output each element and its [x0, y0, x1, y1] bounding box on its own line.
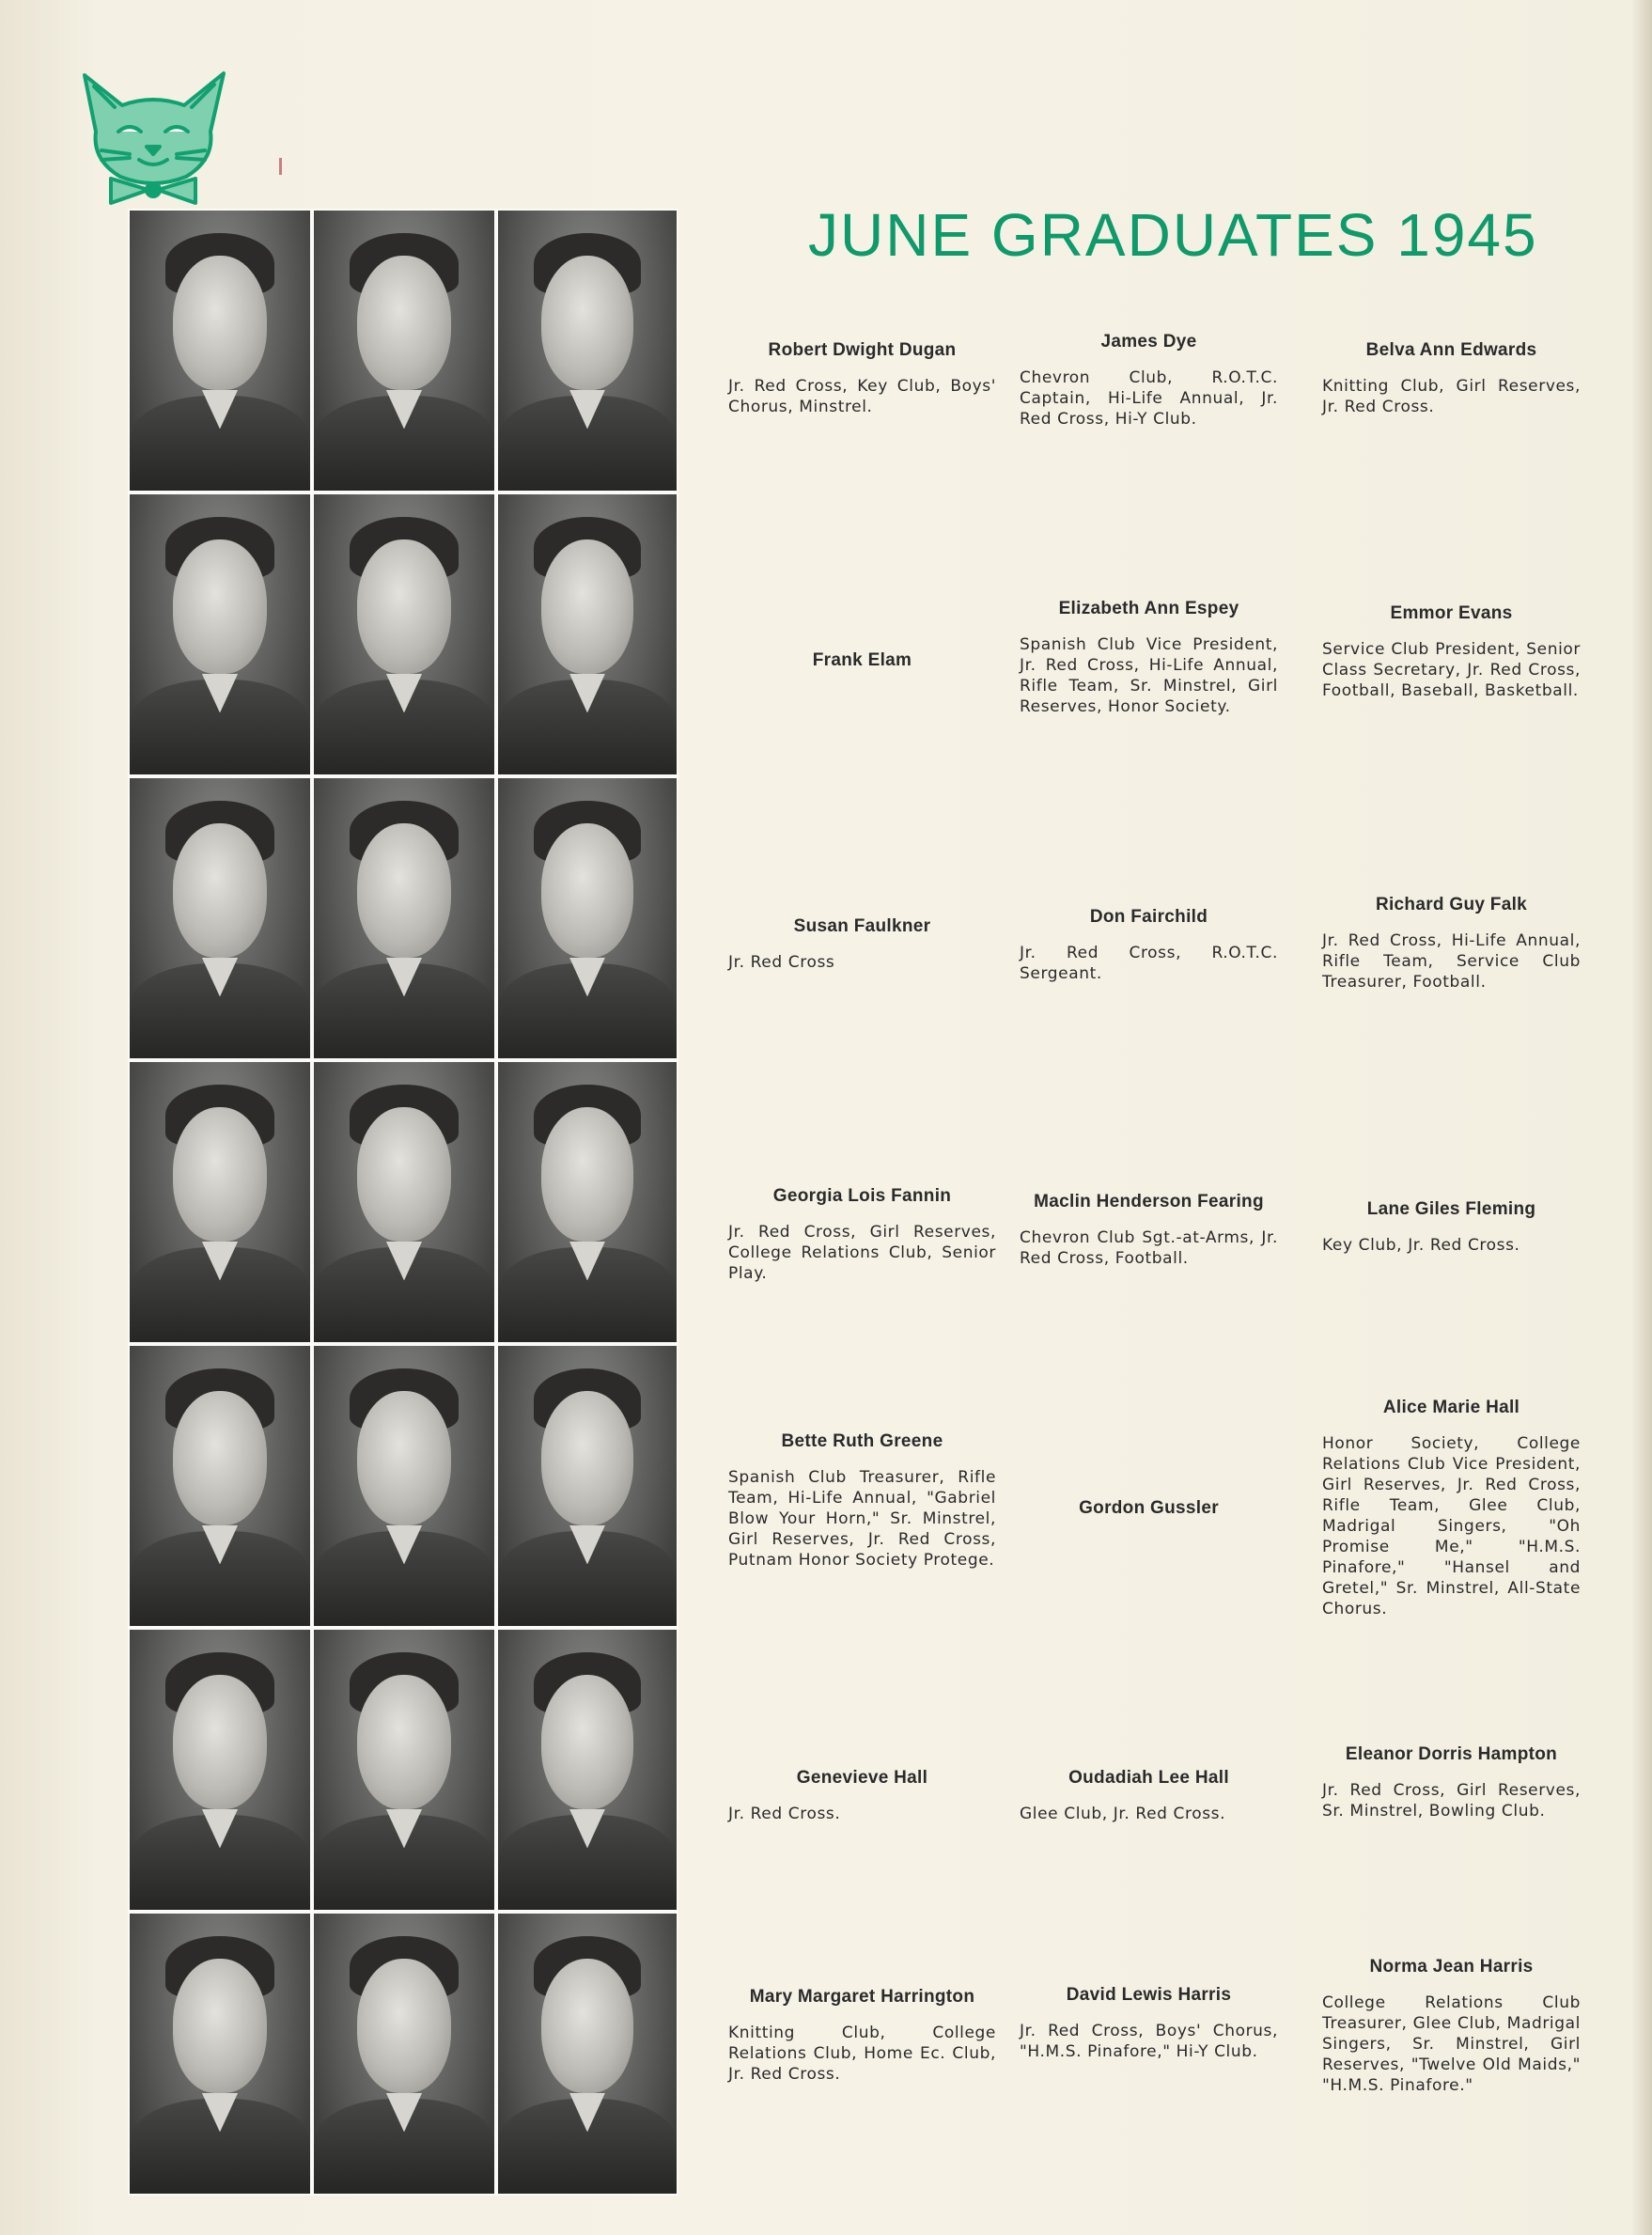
graduate-name: Don Fairchild — [1089, 907, 1208, 927]
portrait-photo — [128, 1912, 312, 2196]
graduate-caption — [1020, 1985, 1278, 2062]
portrait-photo — [128, 1344, 312, 1628]
graduate-activities: Jr. Red Cross. — [728, 1805, 841, 1823]
portrait-photo — [128, 1060, 312, 1344]
graduate-activities: Jr. Red Cross, Girl Reserves, College Relations Club, Senior Play. — [728, 1223, 996, 1283]
portrait-photo — [496, 1060, 678, 1344]
graduate-name: James Dye — [1100, 332, 1197, 352]
portrait-photo — [496, 1628, 678, 1912]
graduate-activities: Jr. Red Cross, R.O.T.C. Sergeant. — [1020, 944, 1278, 983]
graduate-caption — [728, 1186, 996, 1284]
portrait-photo — [496, 492, 678, 776]
graduate-activities: Spanish Club Treasurer, Rifle Team, Hi-Life Annual, "Gabriel Blow Your Horn," Sr. Minstrel, Girl Reserves, Jr. Red Cross, Putnam Honor Society Protege. — [728, 1468, 996, 1570]
graduate-activities: Jr. Red Cross, Key Club, Boys' Chorus, Minstrel. — [728, 377, 996, 416]
graduate-name: Mary Margaret Harrington — [749, 1987, 975, 2007]
page-title: JUNE GRADUATES 1945 — [808, 201, 1538, 269]
graduate-name: Genevieve Hall — [796, 1768, 928, 1788]
portrait-photo — [496, 1344, 678, 1628]
graduate-name: Norma Jean Harris — [1369, 1957, 1534, 1977]
graduate-name: Georgia Lois Fannin — [772, 1186, 952, 1206]
graduate-name: Richard Guy Falk — [1375, 895, 1528, 914]
portrait-photo — [312, 776, 496, 1060]
graduate-activities: Jr. Red Cross, Boys' Chorus, "H.M.S. Pinafore," Hi-Y Club. — [1020, 2022, 1278, 2061]
graduate-activities: Jr. Red Cross, Girl Reserves, Sr. Minstrel, Bowling Club. — [1322, 1781, 1581, 1821]
page-edge-shadow — [1631, 0, 1652, 2235]
portrait-photo — [128, 1628, 312, 1912]
graduate-name: Emmor Evans — [1390, 603, 1513, 623]
portrait-photo — [496, 209, 678, 492]
graduate-activities: College Relations Club Treasurer, Glee Club, Madrigal Singers, Sr. Minstrel, Girl Reserves, "Twelve Old Maids," "H.M.S. Pinafore." — [1322, 1993, 1581, 2095]
photo-grid — [128, 209, 678, 2196]
graduate-caption — [1020, 1768, 1278, 1824]
graduate-caption — [1020, 599, 1278, 717]
graduate-name: Gordon Gussler — [1079, 1498, 1219, 1518]
graduate-activities: Service Club President, Senior Class Secretary, Jr. Red Cross, Football, Baseball, Basketball. — [1322, 640, 1581, 700]
portrait-photo — [312, 1344, 496, 1628]
graduate-activities: Chevron Club, R.O.T.C. Captain, Hi-Life Annual, Jr. Red Cross, Hi-Y Club. — [1020, 368, 1278, 429]
graduate-name: Eleanor Dorris Hampton — [1345, 1744, 1558, 1764]
portrait-photo — [496, 776, 678, 1060]
portrait-photo — [496, 1912, 678, 2196]
graduate-caption — [1322, 1957, 1581, 2096]
graduate-activities: Key Club, Jr. Red Cross. — [1322, 1236, 1520, 1255]
portrait-photo — [128, 776, 312, 1060]
graduate-caption — [1322, 1744, 1581, 1821]
stray-mark — [279, 158, 282, 175]
graduate-caption — [728, 1431, 996, 1571]
graduate-activities: Glee Club, Jr. Red Cross. — [1020, 1805, 1226, 1823]
graduate-name: Elizabeth Ann Espey — [1058, 599, 1239, 618]
graduate-name: Lane Giles Fleming — [1366, 1199, 1536, 1219]
graduate-caption — [728, 1987, 996, 2085]
graduate-activities: Knitting Club, College Relations Club, Home Ec. Club, Jr. Red Cross. — [728, 2024, 996, 2084]
graduate-activities: Honor Society, College Relations Club Vice President, Girl Reserves, Jr. Red Cross, Rifle Team, Glee Club, Madrigal Singers, "Oh Promise Me," "H.M.S. Pinafore," "Hansel and Gretel," Sr. Minstrel, All-State Chorus. — [1322, 1434, 1581, 1618]
graduate-caption — [1020, 1498, 1278, 1534]
cat-mascot-icon — [73, 66, 233, 207]
graduate-activities: Jr. Red Cross, Hi-Life Annual, Rifle Team, Service Club Treasurer, Football. — [1322, 931, 1581, 992]
graduate-name: David Lewis Harris — [1066, 1985, 1232, 2005]
graduate-caption — [1020, 1192, 1278, 1269]
portrait-photo — [312, 1060, 496, 1344]
graduate-caption — [728, 1768, 996, 1824]
graduate-caption — [1020, 332, 1278, 430]
graduate-activities: Knitting Club, Girl Reserves, Jr. Red Cross. — [1322, 377, 1581, 416]
portrait-photo — [128, 209, 312, 492]
graduate-activities: Spanish Club Vice President, Jr. Red Cross, Hi-Life Annual, Rifle Team, Sr. Minstrel, Girl Reserves, Honor Society. — [1020, 635, 1278, 716]
portrait-photo — [128, 492, 312, 776]
portrait-photo — [312, 1912, 496, 2196]
graduate-caption — [1322, 340, 1581, 417]
graduate-name: Oudadiah Lee Hall — [1068, 1768, 1229, 1788]
graduate-name: Maclin Henderson Fearing — [1034, 1192, 1264, 1211]
graduate-name: Alice Marie Hall — [1382, 1398, 1520, 1417]
graduate-name: Bette Ruth Greene — [781, 1431, 943, 1451]
graduate-activities: Jr. Red Cross — [728, 953, 835, 972]
graduate-activities: Chevron Club Sgt.-at-Arms, Jr. Red Cross, Football. — [1020, 1228, 1278, 1268]
graduate-caption — [1322, 1199, 1581, 1256]
portrait-photo — [312, 1628, 496, 1912]
portrait-photo — [312, 492, 496, 776]
graduate-caption — [728, 916, 996, 973]
graduate-name: Belva Ann Edwards — [1365, 340, 1537, 360]
graduate-caption — [1322, 603, 1581, 701]
graduate-name: Susan Faulkner — [793, 916, 931, 936]
portrait-photo — [312, 209, 496, 492]
graduate-name: Frank Elam — [812, 650, 912, 670]
graduate-caption — [1322, 895, 1581, 992]
graduate-name: Robert Dwight Dugan — [768, 340, 957, 360]
graduate-caption — [728, 650, 996, 686]
graduate-caption — [1020, 907, 1278, 984]
graduate-caption — [1322, 1398, 1581, 1619]
graduate-caption — [728, 340, 996, 417]
